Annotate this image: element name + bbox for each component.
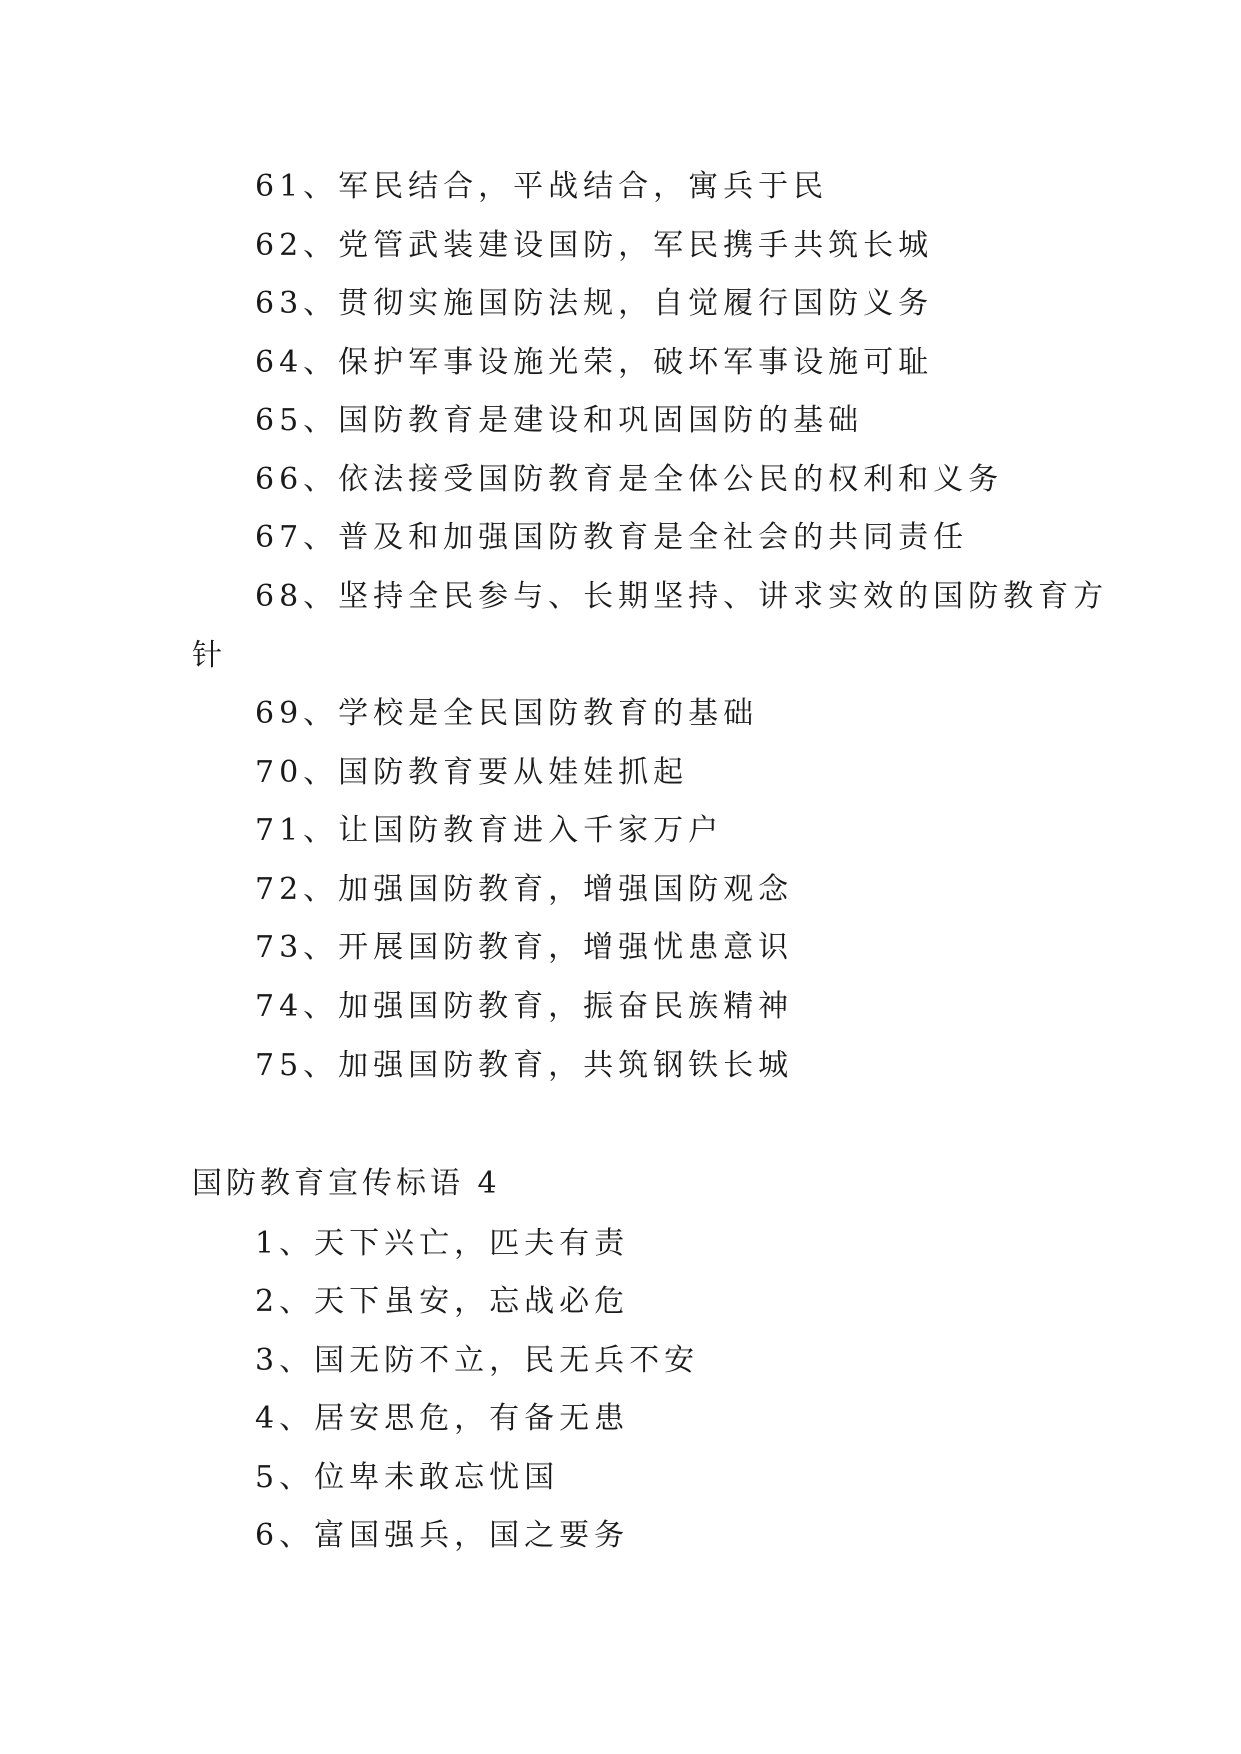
slogan-74: 74、加强国防教育，振奋民族精神: [255, 989, 794, 1024]
slogan-68: 68、坚持全民参与、长期坚持、讲求实效的国防教育方: [255, 579, 1109, 614]
slogan-3: 3、国无防不立，民无兵不安: [255, 1343, 700, 1378]
slogan-64: 64、保护军事设施光荣，破坏军事设施可耻: [255, 345, 934, 380]
slogan-75: 75、加强国防教育，共筑钢铁长城: [255, 1048, 794, 1083]
slogan-73: 73、开展国防教育，增强忧患意识: [255, 930, 794, 965]
slogan-66: 66、依法接受国防教育是全体公民的权利和义务: [255, 462, 1004, 497]
slogan-67: 67、普及和加强国防教育是全社会的共同责任: [255, 520, 969, 555]
slogan-72: 72、加强国防教育，增强国防观念: [255, 872, 794, 907]
slogan-6: 6、富国强兵，国之要务: [255, 1518, 630, 1553]
slogan-2: 2、天下虽安，忘战必危: [255, 1284, 630, 1319]
slogan-1: 1、天下兴亡，匹夫有责: [255, 1226, 630, 1261]
slogan-4: 4、居安思危，有备无患: [255, 1401, 630, 1436]
section-heading: 国防教育宣传标语 4: [192, 1166, 501, 1201]
slogan-5: 5、位卑未敢忘忧国: [255, 1460, 560, 1495]
slogan-61: 61、军民结合，平战结合，寓兵于民: [255, 169, 829, 204]
slogan-62: 62、党管武装建设国防，军民携手共筑长城: [255, 228, 934, 263]
slogan-68-continuation: 针: [192, 638, 227, 673]
slogan-71: 71、让国防教育进入千家万户: [255, 813, 724, 848]
slogan-65: 65、国防教育是建设和巩固国防的基础: [255, 403, 864, 438]
slogan-69: 69、学校是全民国防教育的基础: [255, 696, 759, 731]
slogan-70: 70、国防教育要从娃娃抓起: [255, 755, 689, 790]
slogan-63: 63、贯彻实施国防法规，自觉履行国防义务: [255, 286, 934, 321]
